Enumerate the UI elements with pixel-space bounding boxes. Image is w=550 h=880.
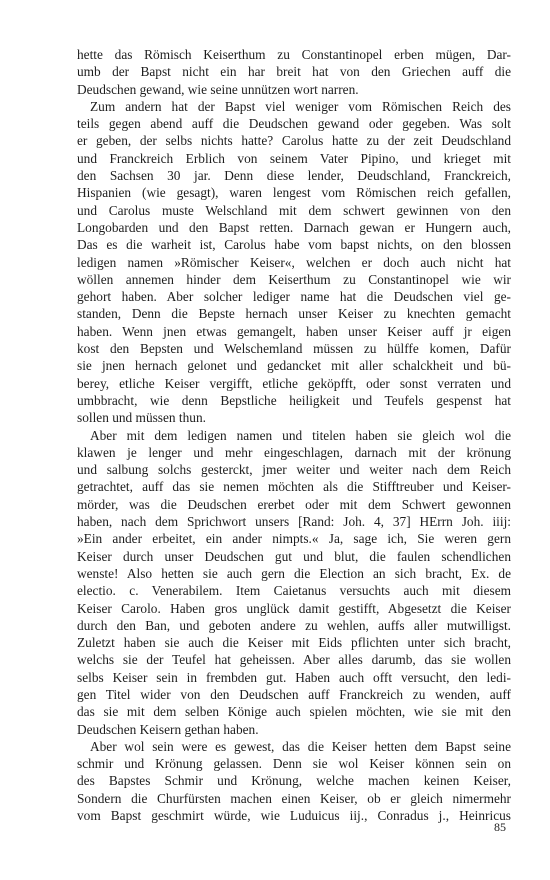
text-line: klawen je lenger und mehr eingeschlagen, darnach mit der krönung xyxy=(77,444,511,460)
text-line: Aber wol sein were es gewest, das die Keiser hetten dem Bapst seine xyxy=(90,738,511,754)
text-line: umb der Bapst nicht ein har breit hat von den Griechen auff die xyxy=(77,64,511,80)
page-body xyxy=(77,46,511,824)
text-line: teils gegen abend auff die Deudschen gewand oder gegeben. Was solt xyxy=(77,116,511,132)
paragraph xyxy=(77,46,511,98)
page-number: 85 xyxy=(494,820,506,834)
text-line: Keiser Carolo. Haben gros unglück damit gestifft, Abgesetzt die Keiser xyxy=(77,600,511,616)
text-line: selbs Keiser sein in frembden gut. Haben auch offt versucht, den ledi- xyxy=(77,669,511,685)
text-line: standen, Denn die Bepste hernach unser Keiser zu knechten gemacht xyxy=(77,306,511,322)
text-line: den Sachsen 30 jar. Denn diese lender, Deudschland, Franckreich, xyxy=(77,168,511,184)
paragraph xyxy=(77,98,511,427)
text-line: und salbung solchs gesterckt, jmer weiter und weiter nach dem Reich xyxy=(77,462,511,478)
text-line: gehort haben. Aber solcher lediger name hat die Deudschen viel ge- xyxy=(77,289,511,305)
text-line: Zum andern hat der Bapst viel weniger vom Römischen Reich des xyxy=(90,98,511,114)
text-line: sie jnen hernach gelonet und gedancket mit aller schalckheit und bü- xyxy=(77,358,511,374)
text-line: Hispanien (wie gesagt), waren lengest vom Römischen reich gefallen, xyxy=(77,185,511,201)
text-line: berey, etliche Keiser vergifft, etliche geköpfft, oder sonst verraten und xyxy=(77,375,511,391)
text-line: Deudschen gewand, wie seine unnützen wort narren. xyxy=(77,81,359,97)
text-line: Longobarden und den Bapst retten. Darnach gewan er Hungern auch, xyxy=(77,219,511,235)
text-line: durch den Ban, und geboten andere zu wehlen, auffs aller mutwilligst. xyxy=(77,617,511,633)
text-line: er geben, der selbs nichts hatte? Carolus hatte zu der zeit Deudschland xyxy=(77,133,511,149)
text-line: und Franckreich Erblich von seinem Vater Pipino, und krieget mit xyxy=(77,150,511,166)
text-line: »Ein ander erbeitet, ein ander nimpts.« Ja, sage ich, Sie weren gern xyxy=(77,531,511,547)
text-line: welchs sie der Teufel hat geheissen. Aber alles darumb, das sie wollen xyxy=(77,652,511,668)
text-line: getrachtet, auff das sie nemen möchten als die Stifftreuber und Keiser- xyxy=(77,479,511,495)
text-line: sollen und müssen thun. xyxy=(77,410,206,426)
paragraph xyxy=(77,738,511,824)
text-line: electio. c. Venerabilem. Item Caietanus versuchts auch mit diesem xyxy=(77,583,511,599)
text-line: wenste! Also hetten sie auch gern die Election an sich bracht, Ex. de xyxy=(77,565,511,581)
text-line: Deudschen Keisern gethan haben. xyxy=(77,721,259,737)
text-line: umbbracht, wie denn Bepstliche heiligkeit und Teufels gespenst hat xyxy=(77,392,511,408)
text-line: schmir und Krönung gelassen. Denn sie wol Keiser können sein on xyxy=(77,756,511,772)
text-line: des Bapstes Schmir und Krönung, welche machen keinen Keiser, xyxy=(77,773,511,789)
text-line: haben. Wenn jnen etwas gemangelt, haben unser Keiser auff jr eigen xyxy=(77,323,511,339)
text-line: das sie mit dem selben Könige auch spielen möchten, wie sie mit den xyxy=(77,704,511,720)
text-line: Das es die warheit ist, Carolus habe vom bapst nichts, on den blossen xyxy=(77,237,511,253)
text-line: und Carolus muste Welschland mit dem schwert gewinnen von den xyxy=(77,202,511,218)
text-line: haben, nach dem Sprichwort unsers [Rand: Joh. 4, 37] HErrn Joh. iiij: xyxy=(77,514,511,530)
paragraph xyxy=(77,427,511,738)
text-line: Keiser durch unser Deudschen gut und blut, die faulen schendlichen xyxy=(77,548,511,564)
text-line: ledigen namen »Römischer Keiser«, welchen er doch auch nicht hat xyxy=(77,254,511,270)
text-line: Zuletzt haben sie auch die Keiser mit Eids pflichten unter sich bracht, xyxy=(77,635,511,651)
text-line: wöllen annemen hinder dem Keiserthum zu Constantinopel wie wir xyxy=(77,271,511,287)
text-line: gen Titel wider von den Deudschen auff Franckreich zu wenden, auff xyxy=(77,686,511,702)
text-line: Aber mit dem ledigen namen und titelen haben sie gleich wol die xyxy=(90,427,511,443)
text-line: vom Bapst geschmirt würde, wie Luduicus iij., Conradus j., Heinricus xyxy=(77,808,511,824)
text-line: hette das Römisch Keiserthum zu Constantinopel erben mügen, Dar- xyxy=(77,47,511,62)
text-line: Sondern die Churfürsten machen einen Keiser, ob er gleich nimermehr xyxy=(77,790,511,806)
text-line: mörder, was die Deudschen ererbet oder mit dem Schwert gewonnen xyxy=(77,496,511,512)
text-line: kost den Bepsten und Welschemland müssen zu hülffe komen, Dafür xyxy=(77,341,511,357)
